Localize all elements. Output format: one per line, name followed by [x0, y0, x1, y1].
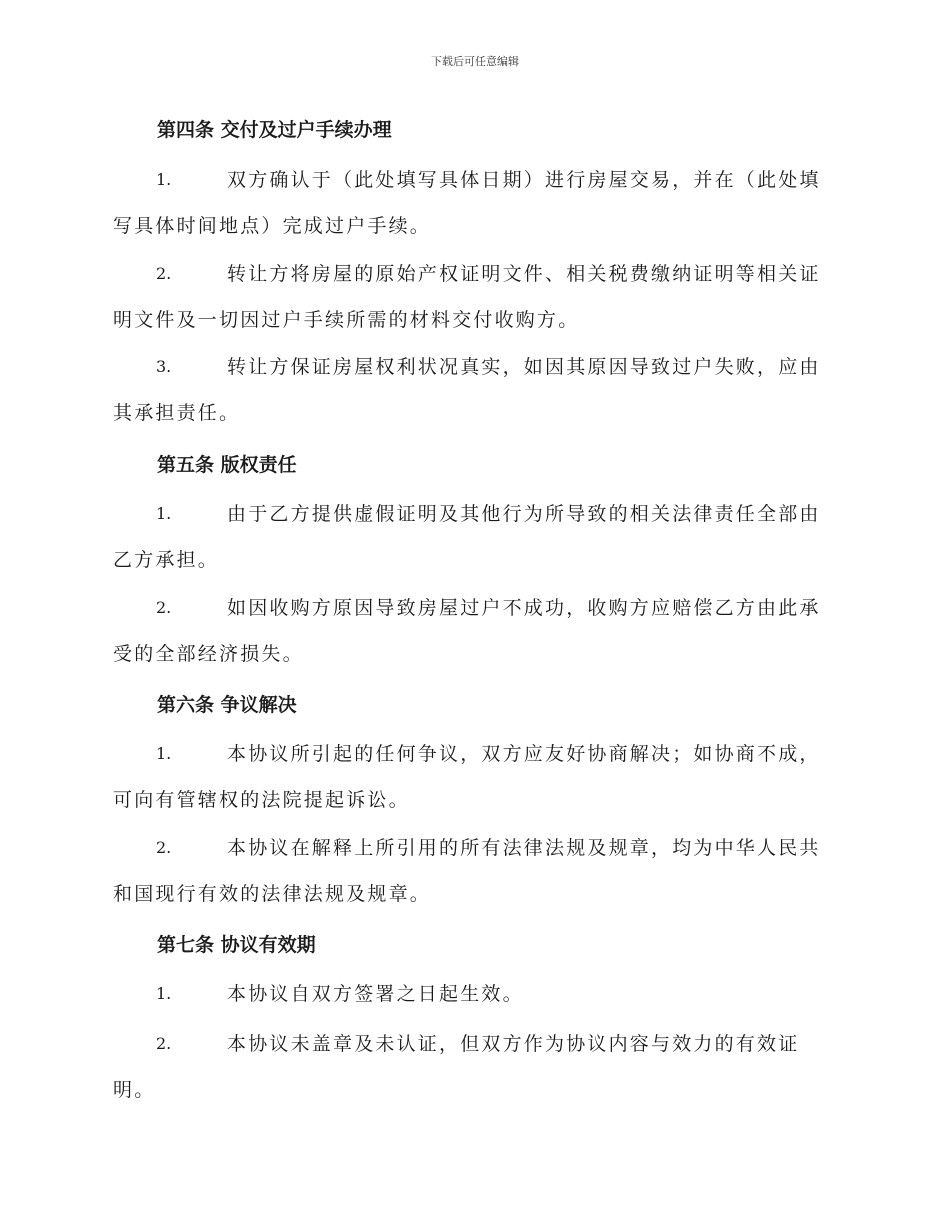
clause-6-2	[113, 836, 833, 928]
section-title-7: 第七条 协议有效期	[157, 934, 316, 956]
clause-text-line2: 乙方承担。	[113, 549, 220, 571]
clause-number: 2.	[156, 264, 172, 283]
clause-5-1	[113, 502, 833, 594]
section-title-4: 第四条 交付及过户手续办理	[157, 119, 392, 141]
clause-7-1	[113, 982, 833, 1028]
clause-number: 1.	[156, 984, 172, 1003]
clause-text-line2: 明文件及一切因过户手续所需的材料交付收购方。	[113, 309, 580, 331]
clause-text-line1: 转让方将房屋的原始产权证明文件、相关税费缴纳证明等相关证	[227, 263, 821, 285]
section-title-5: 第五条 版权责任	[157, 454, 297, 476]
clause-text-line1: 本协议在解释上所引用的所有法律法规及规章，均为中华人民共	[227, 837, 821, 859]
clause-text-line2: 其承担责任。	[113, 402, 241, 424]
clause-text-line2: 可向有管辖权的法院提起诉讼。	[113, 789, 410, 811]
clause-text-line1: 双方确认于（此处填写具体日期）进行房屋交易，并在（此处填	[227, 169, 821, 191]
clause-text-line1: 如因收购方原因导致房屋过户不成功，收购方应赔偿乙方由此承	[227, 597, 821, 619]
clause-4-2	[113, 262, 833, 354]
clause-number: 1.	[156, 170, 172, 189]
clause-number: 3.	[156, 357, 172, 376]
clause-number: 1.	[156, 504, 172, 523]
clause-6-1	[113, 742, 833, 834]
clause-7-2	[113, 1032, 833, 1124]
clause-text-line1: 由于乙方提供虚假证明及其他行为所导致的相关法律责任全部由	[227, 503, 821, 525]
clause-text-line2: 明。	[113, 1079, 156, 1101]
clause-number: 2.	[156, 838, 172, 857]
clause-number: 2.	[156, 1034, 172, 1053]
clause-4-1	[113, 168, 833, 260]
clause-text-line2: 写具体时间地点）完成过户手续。	[113, 215, 432, 237]
clause-text-line1: 本协议所引起的任何争议，双方应友好协商解决；如协商不成，	[227, 743, 821, 765]
clause-4-3	[113, 355, 833, 447]
clause-text-line1: 转让方保证房屋权利状况真实，如因其原因导致过户失败，应由	[227, 356, 821, 378]
clause-number: 1.	[156, 744, 172, 763]
clause-text-line1: 本协议自双方签署之日起生效。	[227, 983, 524, 1005]
clause-number: 2.	[156, 598, 172, 617]
clause-text-line1: 本协议未盖章及未认证，但双方作为协议内容与效力的有效证	[227, 1033, 800, 1055]
clause-text-line2: 和国现行有效的法律法规及规章。	[113, 883, 432, 905]
page-header: 下载后可任意编辑	[431, 55, 519, 68]
clause-text-line2: 受的全部经济损失。	[113, 643, 304, 665]
clause-5-2	[113, 596, 833, 688]
section-title-6: 第六条 争议解决	[157, 694, 297, 716]
